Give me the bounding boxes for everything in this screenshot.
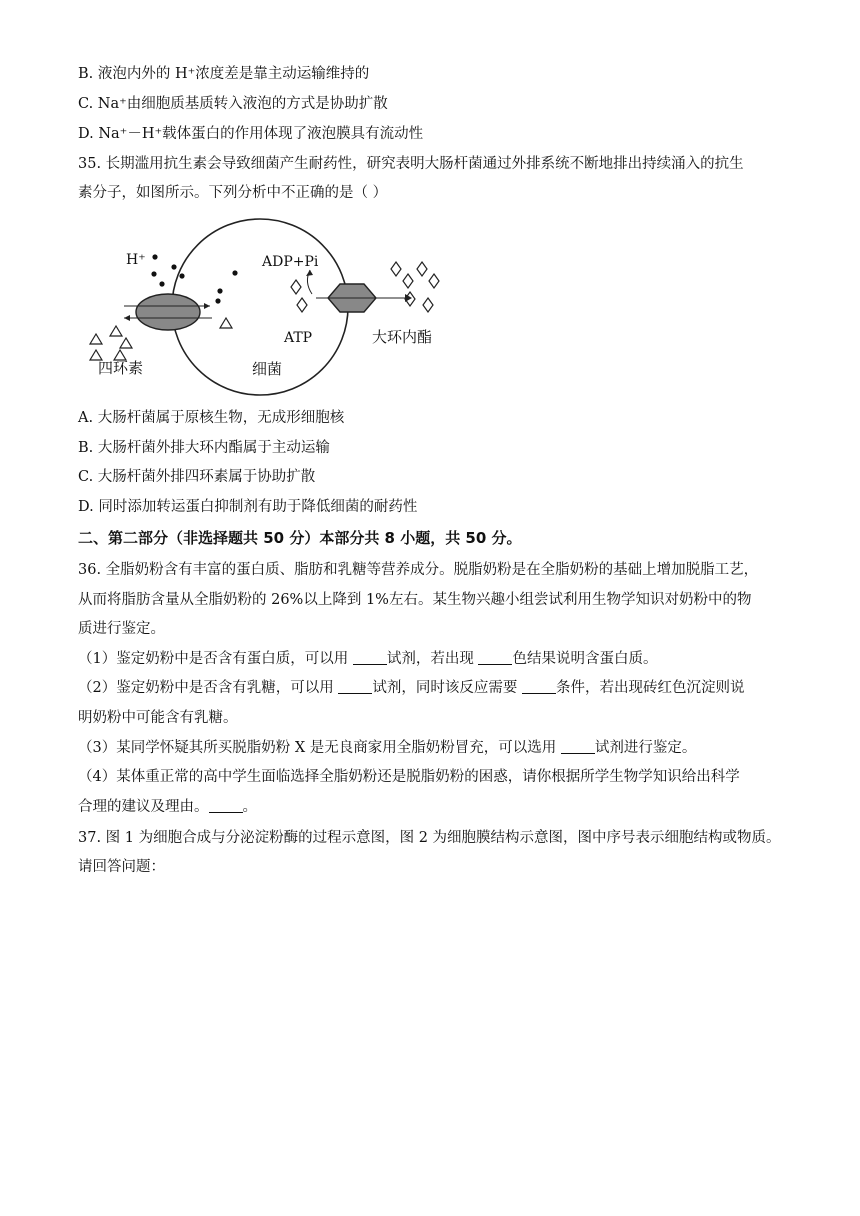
adp-label: ADP+Pi <box>262 254 319 270</box>
macrolide-label: 大环内酯 <box>372 328 433 346</box>
q36-part3: （3）某同学怀疑其所买脱脂奶粉 X 是无良商家用全脂奶粉冒充，可以选用 试剂进行鉴定。 <box>78 740 697 756</box>
q34-option-d: D. Na⁺－H⁺载体蛋白的作用体现了液泡膜具有流动性 <box>78 126 424 142</box>
q35-stem-line1: 35. 长期滥用抗生素会导致细菌产生耐药性，研究表明大肠杆菌通过外排系统不断地排出持续涌入的抗生 <box>78 156 744 172</box>
answer-blank <box>522 679 556 694</box>
q37-stem-line2: 请回答问题： <box>78 859 165 875</box>
tetracycline-label: 四环素 <box>98 359 144 377</box>
answer-blank <box>209 798 243 813</box>
h-ion-label: H⁺ <box>126 252 146 268</box>
q36-stem-line2: 从而将脂肪含量从全脂奶粉的 26%以上降到 1%左右。某生物兴趣小组尝试利用生物学知识对奶粉中的物 <box>78 592 752 608</box>
q36-stem-line1: 36. 全脂奶粉含有丰富的蛋白质、脂肪和乳糖等营养成分。脱脂奶粉是在全脂奶粉的基础上增加脱脂工艺， <box>78 562 759 578</box>
q34-option-c: C. Na⁺由细胞质基质转入液泡的方式是协助扩散 <box>78 96 388 112</box>
answer-blank <box>338 679 372 694</box>
q36-stem-line3: 质进行鉴定。 <box>78 621 165 637</box>
efflux-diagram <box>82 212 462 402</box>
q36-part2-cont: 明奶粉中可能含有乳糖。 <box>78 710 238 726</box>
q36-part4-cont: 合理的建议及理由。 。 <box>78 799 257 815</box>
answer-blank <box>561 739 595 754</box>
q36-part2: （2）鉴定奶粉中是否含有乳糖，可以用 试剂，同时该反应需要 条件，若出现砖红色沉淀则说 <box>78 680 745 696</box>
section-2-heading: 二、第二部分（非选择题共 50 分）本部分共 8 小题，共 50 分。 <box>78 529 522 547</box>
q36-part4: （4）某体重正常的高中学生面临选择全脂奶粉还是脱脂奶粉的困惑，请你根据所学生物学知识给出科学 <box>78 769 740 785</box>
q35-option-a: A. 大肠杆菌属于原核生物，无成形细胞核 <box>78 410 345 426</box>
q34-option-b: B. 液泡内外的 H⁺浓度差是靠主动运输维持的 <box>78 66 370 82</box>
q37-stem-line1: 37. 图 1 为细胞合成与分泌淀粉酶的过程示意图，图 2 为细胞膜结构示意图，图中序号表示细胞结构或物质。 <box>78 830 781 846</box>
atp-label: ATP <box>284 330 313 346</box>
answer-blank <box>478 650 512 665</box>
q36-part1: （1）鉴定奶粉中是否含有蛋白质，可以用 试剂，若出现 色结果说明含蛋白质。 <box>78 651 658 667</box>
h-antiporter <box>136 294 200 330</box>
answer-blank <box>353 650 387 665</box>
bacteria-label: 细菌 <box>252 360 283 378</box>
q35-stem-line2: 素分子，如图所示。下列分析中不正确的是（ ） <box>78 185 388 201</box>
q35-option-b: B. 大肠杆菌外排大环内酯属于主动运输 <box>78 440 330 456</box>
q35-option-c: C. 大肠杆菌外排四环素属于协助扩散 <box>78 469 316 485</box>
q35-option-d: D. 同时添加转运蛋白抑制剂有助于降低细菌的耐药性 <box>78 499 418 515</box>
